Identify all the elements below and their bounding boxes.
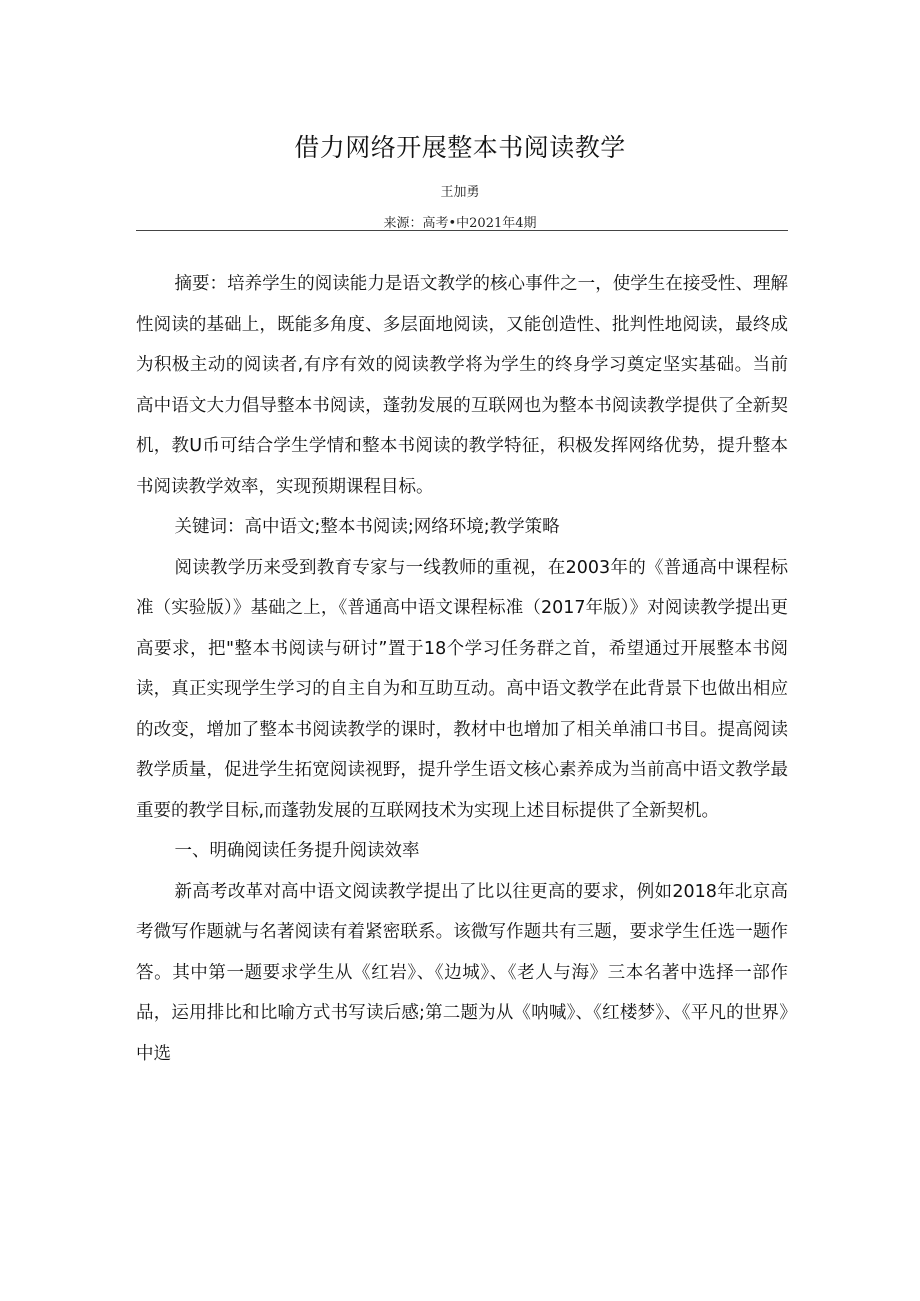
section-heading: 一、明确阅读任务提升阅读效率 <box>174 841 420 861</box>
article-source: 来源：高考•中2021年4期 <box>383 216 537 231</box>
article-title: 借力网络开展整本书阅读教学 <box>294 133 626 162</box>
intro-paragraph: 阅读教学历来受到教育专家与一线教师的重视，在2003年的《普通高中课程标准（实验版）》基础之上，《普通高中语文课程标准（2017年版）》对阅读教学提出更高要求，把"整本书阅读与研讨”置于18个学习任务群之首，希望通过开展整本书阅读，真正实现学生学习的自主自为和互助互动。高中语文教学在此背景下也做出相应的改变，增加了整本书阅读教学的课时，教材中也增加了相关单浦口书目。提高阅读教学质量，促进学生拓宽阅读视野，提升学生语文核心素养成为当前高中语文教学最重要的教学目标,而蓬勃发展的互联网技术为实现上述目标提供了全新契机。 <box>136 557 788 821</box>
abstract-paragraph: 摘要：培养学生的阅读能力是语文教学的核心事件之一，使学生在接受性、理解性阅读的基础上，既能多角度、多层面地阅读，又能创造性、批判性地阅读，最终成为积极主动的阅读者,有序有效的阅读教学将为学生的终身学习奠定坚实基础。当前高中语文大力倡导整本书阅读，蓬勃发展的互联网也为整本书阅读教学提供了全新契机，教U币可结合学生学情和整本书阅读的教学特征，积极发挥网络优势，提升整本书阅读教学效率，实现预期课程目标。 <box>136 274 788 497</box>
keywords-paragraph: 关键词：高中语文;整本书阅读;网络环境;教学策略 <box>174 517 560 537</box>
section-paragraph: 新高考改革对高中语文阅读教学提出了比以往更高的要求，例如2018年北京高考微写作题就与名著阅读有着紧密联系。该微写作题共有三题，要求学生任选一题作答。其中第一题要求学生从《红岩》、《边城》、《老人与海》三本名著中选择一部作品，运用排比和比喻方式书写读后感;第二题为从《呐喊》、《红楼梦》、《平凡的世界》中选 <box>136 881 788 1064</box>
article-author: 王加勇 <box>440 185 480 200</box>
article-body <box>136 264 788 1074</box>
header-divider <box>136 230 788 231</box>
